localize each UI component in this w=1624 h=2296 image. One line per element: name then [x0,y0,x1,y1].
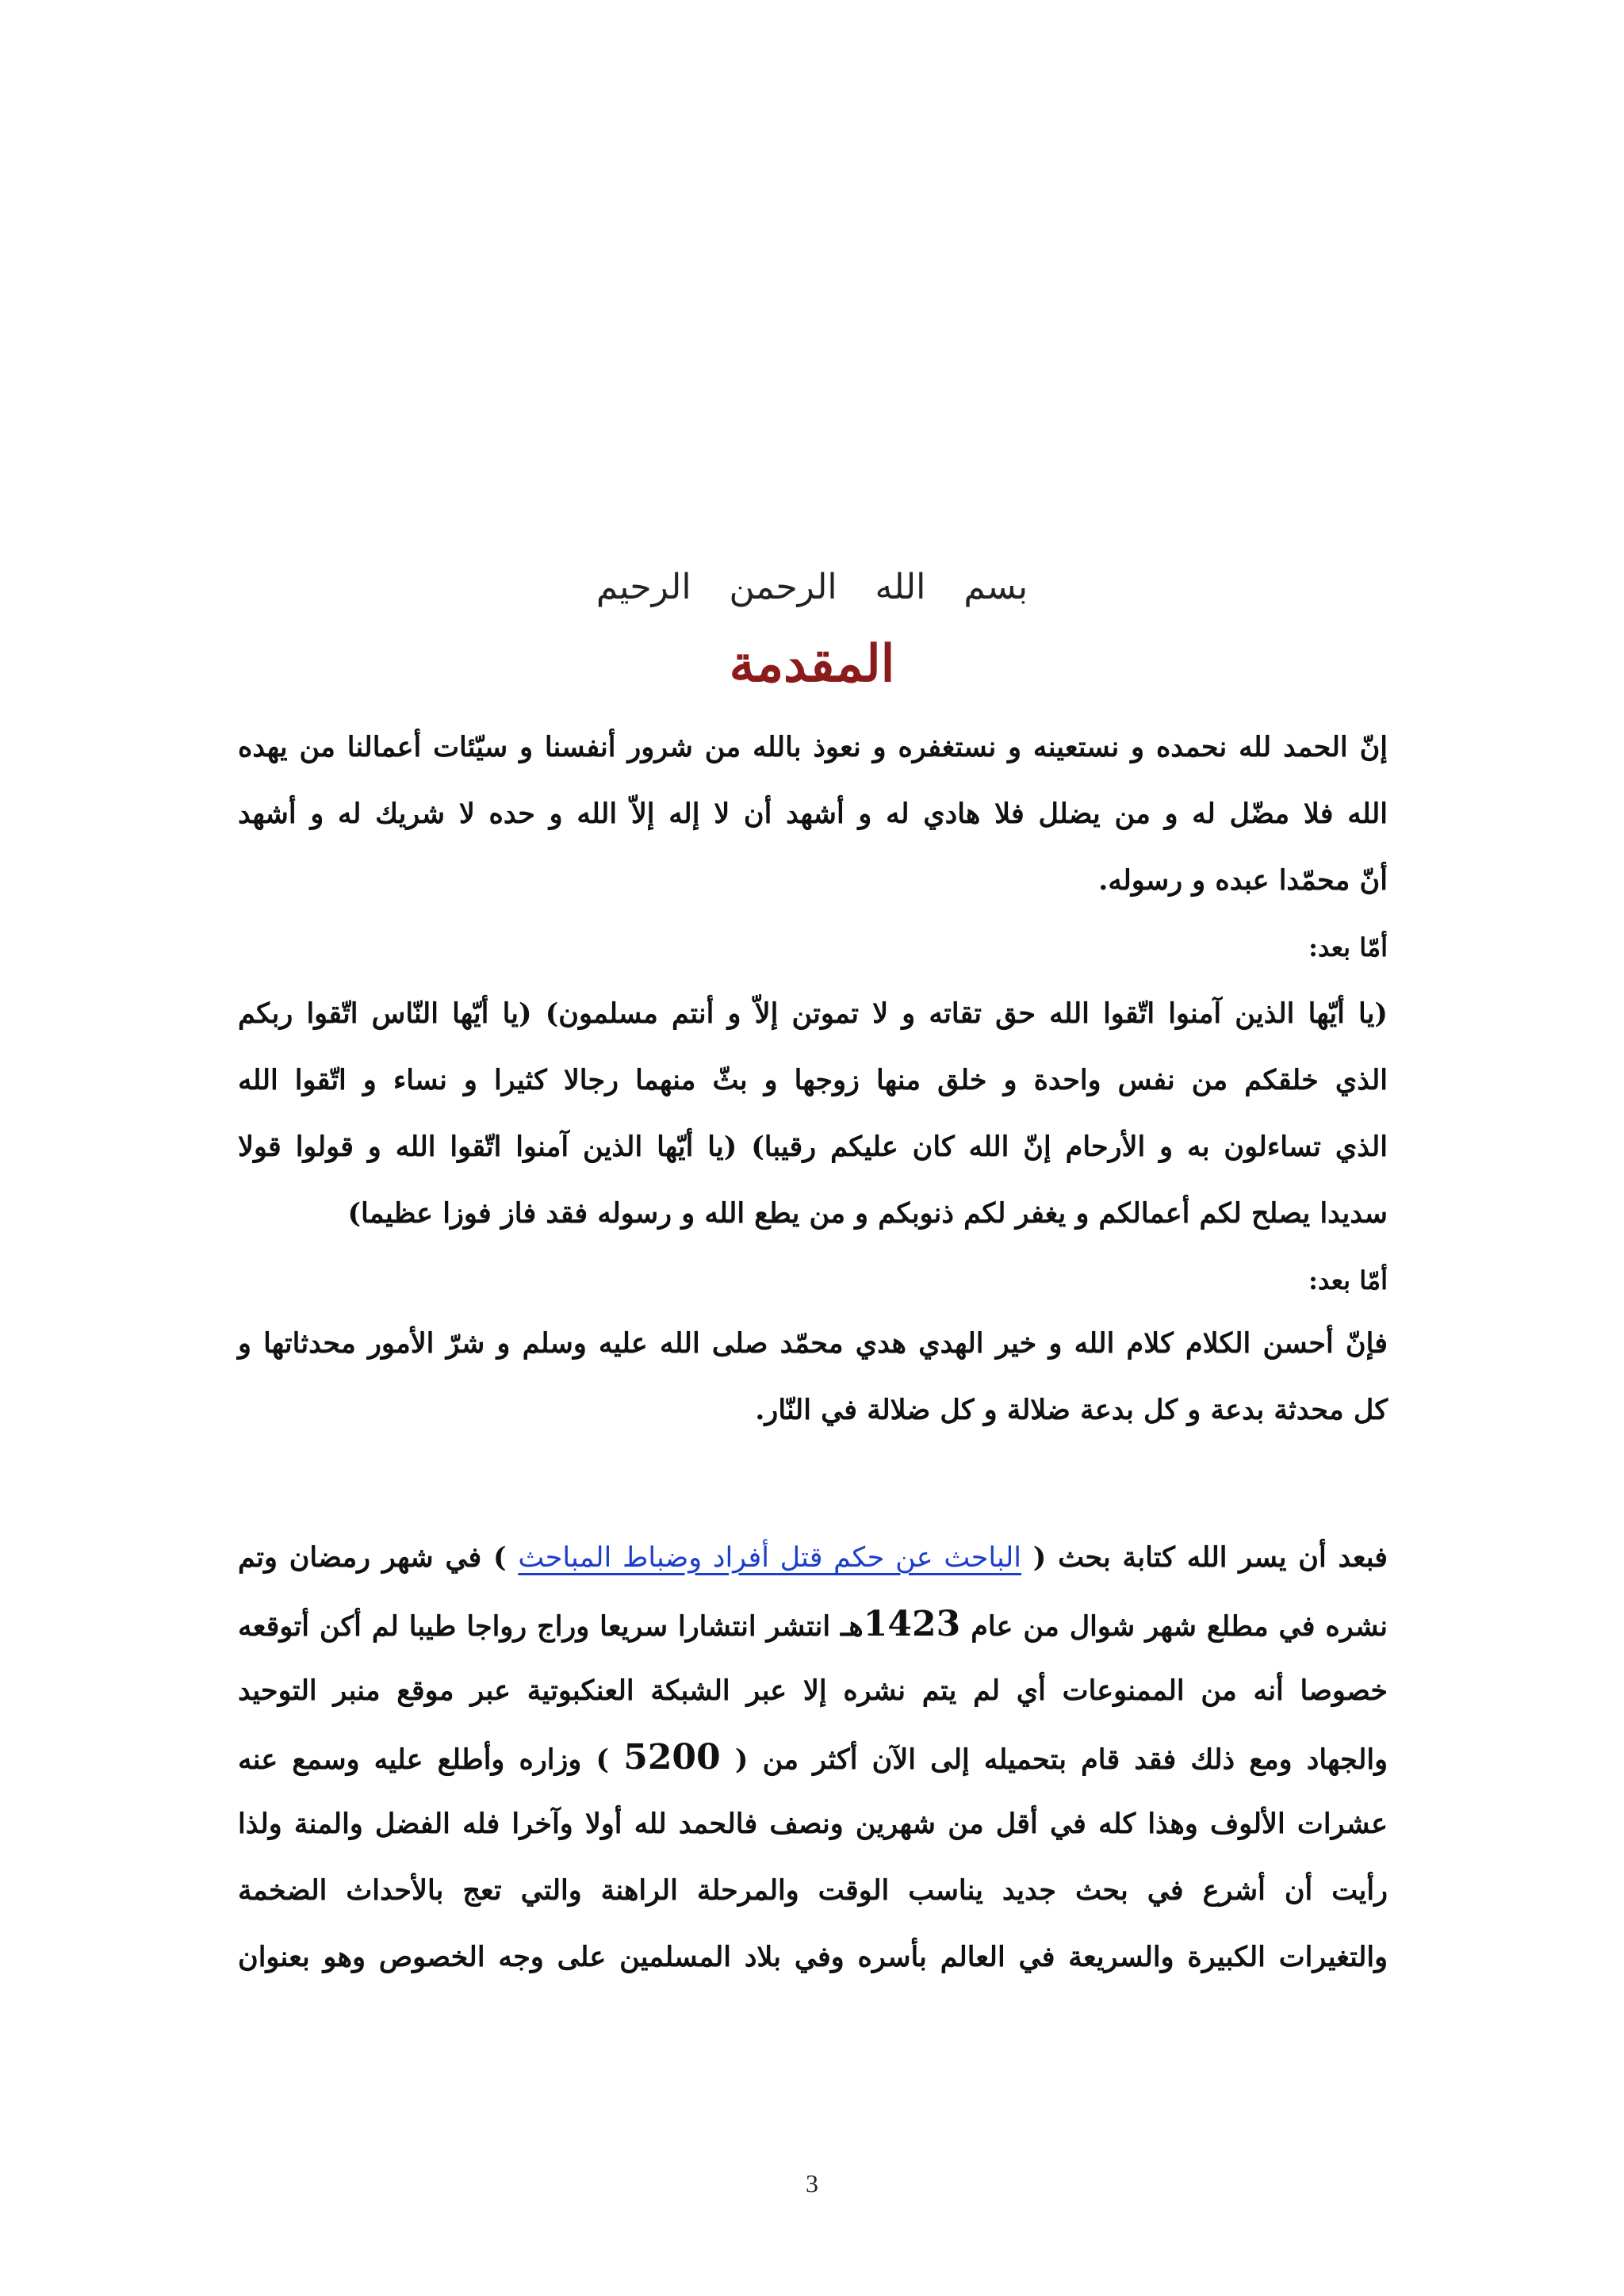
body-text: فبعد أن يسر الله كتابة بحث ( [1032,1541,1388,1574]
hadith-line-2: كل محدثة بدعة و كل بدعة ضلالة و كل ضلالة في النّار. [755,1394,1388,1426]
amma-baad-1: أمّا بعد: [1308,932,1388,962]
body-line-5: عشرات الألوف وهذا كله في أقل من شهرين ونصف فالحمد لله أولا وآخرا فله الفضل والمنة ولذا [238,1808,1388,1840]
research-title-link[interactable]: الباحث عن حكم قتل أفراد وضباط المباحث [518,1542,1021,1574]
hadith-line-1: فإنّ أحسن الكلام كلام الله و خير الهدي هدي محمّد صلى الله عليه وسلم و شرّ الأمور محدثاتها و [238,1327,1388,1360]
intro-line-1: إنّ الحمد لله نحمده و نستعينه و نستغفره و نعوذ بالله من شرور أنفسنا و سيّئات أعمالنا من يهده [238,731,1388,763]
body-line-1 [238,1530,1388,1586]
body-line-2 [238,1597,1388,1652]
body-text: ) وزاره وأطلع عليه وسمع عنه [238,1743,610,1776]
visit-count: 5200 [623,1737,721,1777]
page-number: 3 [806,2169,818,2198]
year-number: 1423 [863,1604,961,1644]
basmala: بسم الله الرحمن الرحيم [596,567,1028,607]
amma-baad-2: أمّا بعد: [1308,1265,1388,1295]
body-line-3: خصوصا أنه من الممنوعات أي لم يتم نشره إلا عبر الشبكة العنكبوتية عبر موقع منبر التوحيد [238,1674,1388,1707]
page-heading: المقدمة [729,634,895,694]
body-line-7: والتغيرات الكبيرة والسريعة في العالم بأسره وفي بلاد المسلمين على وجه الخصوص وهو بعنوان [238,1941,1388,1973]
body-text: والجهاد ومع ذلك فقد قام بتحميله إلى الآن أكثر من ( [734,1743,1388,1776]
intro-line-2: الله فلا مضّل له و من يضلل فلا هادي له و أشهد أن لا إله إلاّ الله و حده لا شريك له و أشهد [238,798,1388,830]
body-line-4 [238,1730,1388,1785]
body-text: هـ انتشر انتشارا سريعا وراج رواجا طيبا لم أكن أتوقعه [238,1610,864,1643]
body-text: ) في شهر رمضان وتم [238,1541,507,1574]
verses-line-4: سديدا يصلح لكم أعمالكم و يغفر لكم ذنوبكم و من يطع الله و رسوله فقد فاز فوزا عظيما) [347,1197,1388,1230]
verses-line-2: الذي خلقكم من نفس واحدة و خلق منها زوجها و بثّ منهما رجالا كثيرا و نساء و اتّقوا الله [238,1064,1388,1096]
body-line-6: رأيت أن أشرع في بحث جديد يناسب الوقت والمرحلة الراهنة والتي تعج بالأحداث الضخمة [238,1874,1388,1907]
verses-line-1: (يا أيّها الذين آمنوا اتّقوا الله حق تقاته و لا تموتن إلاّ و أنتم مسلمون) (يا أيّها النّاس اتّقوا ربكم [238,997,1388,1030]
body-text: نشره في مطلع شهر شوال من عام [971,1610,1388,1643]
intro-line-3: أنّ محمّدا عبده و رسوله. [1098,864,1388,897]
verses-line-3: الذي تساءلون به و الأرحام إنّ الله كان عليكم رقيبا) (يا أيّها الذين آمنوا اتّقوا الله و قولوا قولا [238,1131,1388,1163]
